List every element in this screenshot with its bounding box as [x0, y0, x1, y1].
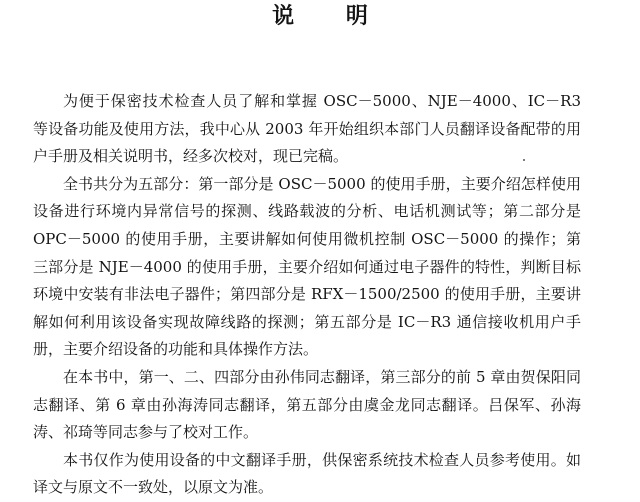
- paragraph-purpose: 为便于保密技术检查人员了解和掌握 OSC－5000、NJE－4000、IC－R3 等设备功能及使用方法，我中心从 2003 年开始组织本部门人员翻译设备配带的用户手册及相关说明书，经多次校对，现已完稿。: [33, 92, 581, 166]
- paragraph-contents: 全书共分为五部分：第一部分是 OSC－5000 的使用手册，主要介绍怎样使用设备进行环境内异常信号的探测、线路载波的分析、电话机测试等；第二部分是 OPC－5000 的使用手册，主要讲解如何使用微机控制 OSC－5000 的操作；第三部分是 NJE－4000 的使用手册，主要介绍如何通过电子器件的特性，判断目标环境中安装有非法电子器件；第四部分是 RFX－1500/2500 的使用手册，主要讲解如何利用该设备实现故障线路的探测；第五部分是 IC－R3 通信接收机用户手册，主要介绍设备的功能和具体操作方法。: [33, 174, 581, 359]
- document-title: 说 明: [272, 4, 390, 29]
- paragraph-translators: 在本书中，第一、二、四部分由孙伟同志翻译，第三部分的前 5 章由贺保阳同志翻译、第 6 章由孙海涛同志翻译，第五部分由虞金龙同志翻译。吕保军、孙海涛、祁琦等同志参与了校对工作。: [33, 367, 581, 442]
- scan-speck: [523, 159, 525, 161]
- document-body: [33, 88, 581, 502]
- paragraph-disclaimer: 本书仅作为使用设备的中文翻译手册，供保密系统技术检查人员参考使用。如译文与原文不一致处，以原文为准。: [33, 450, 581, 497]
